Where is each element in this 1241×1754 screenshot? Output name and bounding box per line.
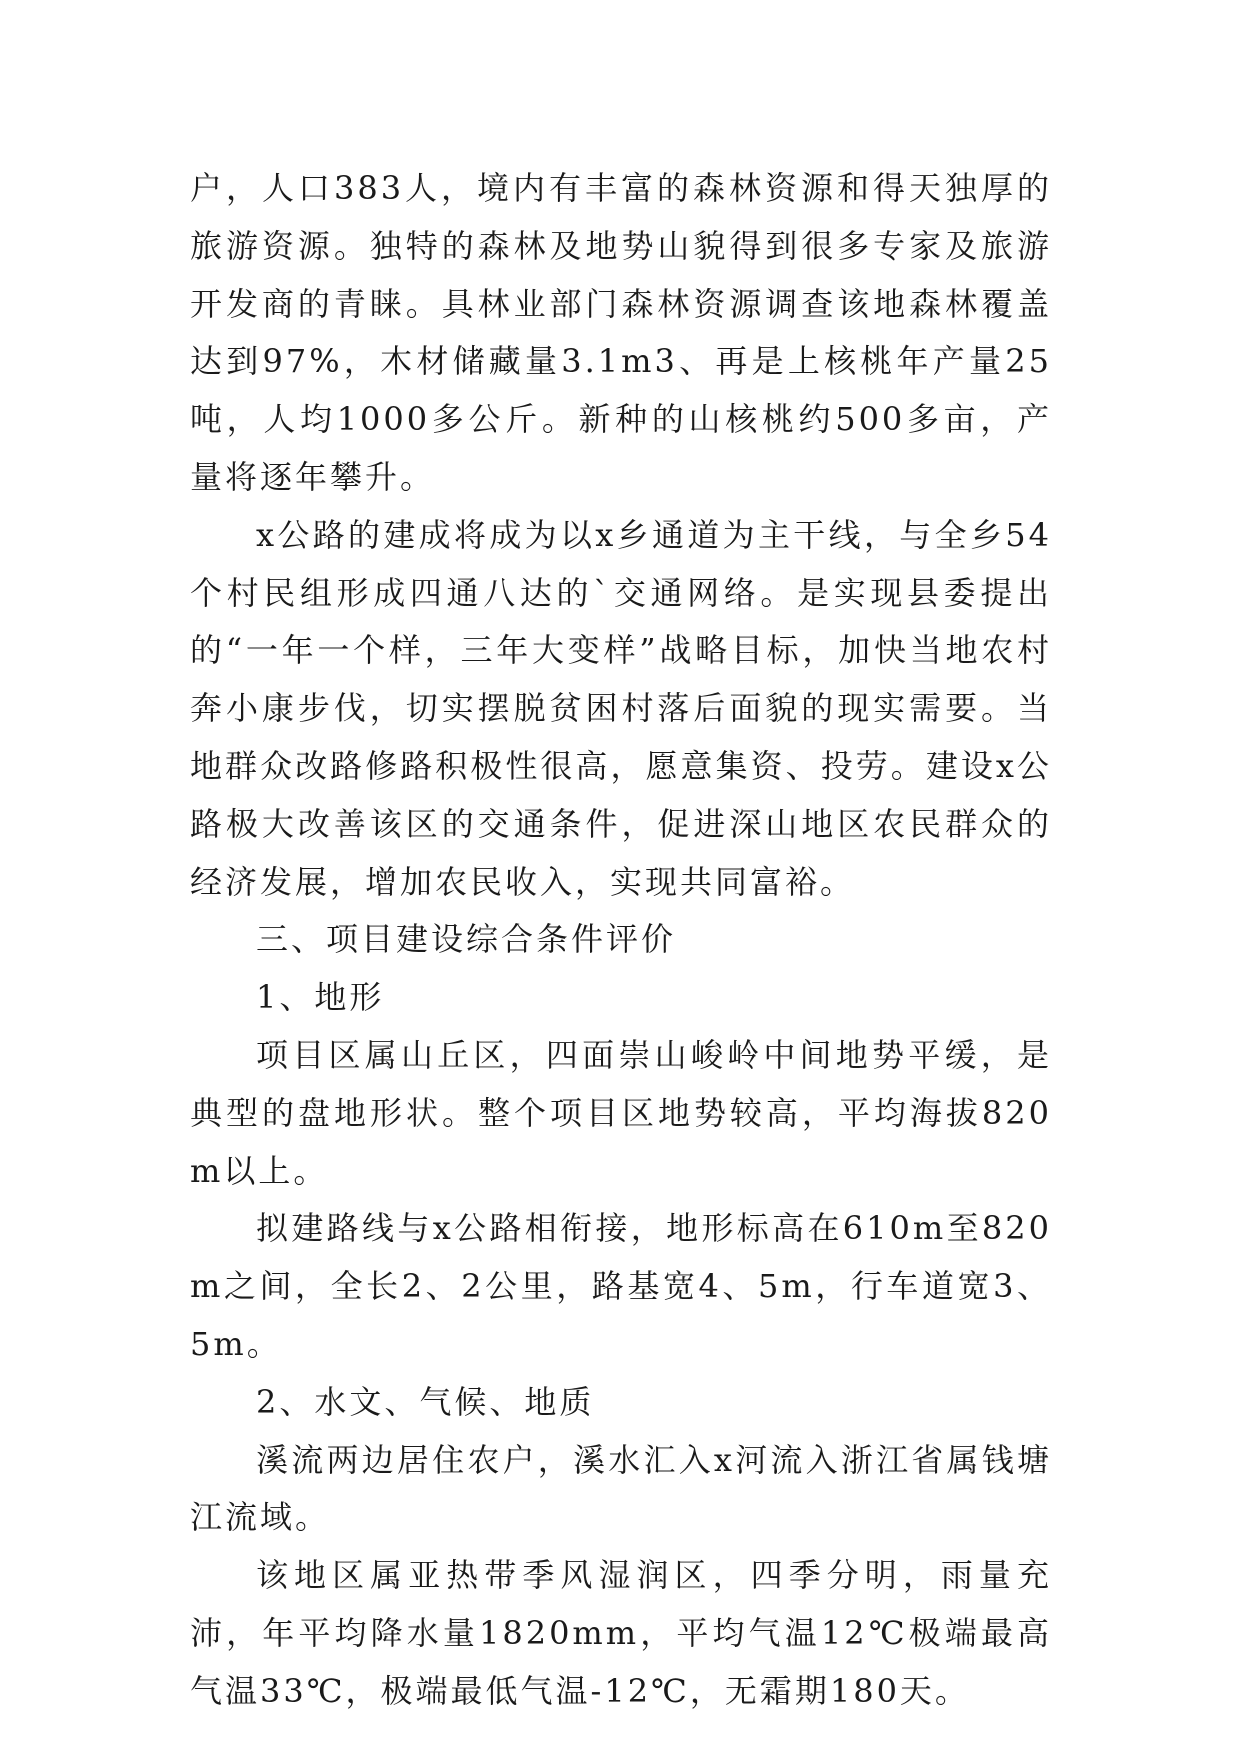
- paragraph-hydrology: 溪流两边居住农户，溪水汇入x河流入浙江省属钱塘江流域。: [190, 1440, 1052, 1537]
- subheading-terrain: 1、地形: [256, 978, 385, 1017]
- paragraph-climate: 该地区属亚热带季风湿润区，四季分明，雨量充沛，年平均降水量1820mm，平均气温12℃极端最高气温33℃，极端最低气温-12℃，无霜期180天。: [190, 1556, 1052, 1710]
- document-body: [190, 160, 1052, 1721]
- paragraph-road-significance: x公路的建成将成为以x乡通道为主干线，与全乡54个村民组形成四通八达的`交通网络。是实现县委提出的“一年一个样，三年大变样”战略目标，加快当地农村奔小康步伐，切实摆脱贫困村落后面貌的现实需要。当地群众改路修路积极性很高，愿意集资、投劳。建设x公路极大改善该区的交通条件，促进深山地区农民群众的经济发展，增加农民收入，实现共同富裕。: [190, 515, 1052, 901]
- paragraph-terrain: 项目区属山丘区，四面崇山峻岭中间地势平缓，是典型的盘地形状。整个项目区地势较高，平均海拔820m以上。: [190, 1035, 1052, 1190]
- section-heading-evaluation: 三、项目建设综合条件评价: [256, 920, 677, 959]
- paragraph-resources: 户，人口383人，境内有丰富的森林资源和得天独厚的旅游资源。独特的森林及地势山貌得到很多专家及旅游开发商的青睐。具林业部门森林资源调查该地森林覆盖达到97%，木材储藏量3.1m3、再是上核桃年产量25吨，人均1000多公斤。新种的山核桃约500多亩，产量将逐年攀升。: [190, 169, 1052, 496]
- subheading-hydrology-climate-geology: 2、水文、气候、地质: [256, 1382, 595, 1421]
- paragraph-route: 拟建路线与x公路相衔接，地形标高在610m至820m之间，全长2、2公里，路基宽4、5m，行车道宽3、5m。: [190, 1209, 1052, 1363]
